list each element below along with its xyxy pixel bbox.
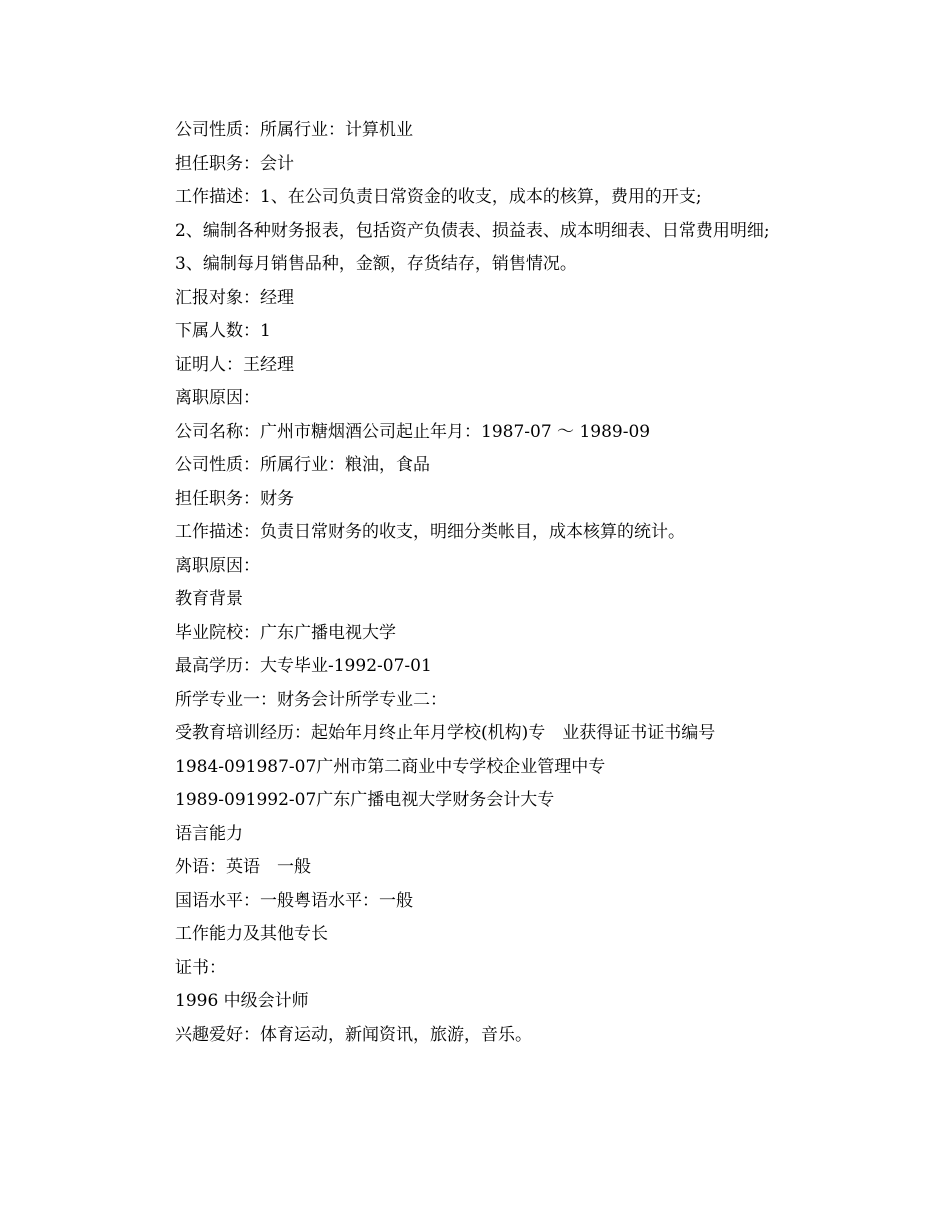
text-line: 公司性质：所属行业：粮油，食品 [175,455,430,475]
text-line: 国语水平：一般粤语水平：一般 [175,890,413,911]
section-heading: 教育背景 [175,589,243,609]
section-heading: 语言能力 [175,823,243,844]
text-line: 担任职务：会计 [175,153,294,174]
text-line: 毕业院校：广东广播电视大学 [175,622,396,643]
text-line: 1984-091987-07广州市第二商业中专学校企业管理中专 [175,756,606,777]
text-line: 外语：英语 一般 [175,857,311,877]
text-line: 工作描述：负责日常财务的收支，明细分类帐目，成本核算的统计。 [175,522,685,542]
text-line: 最高学历：大专毕业-1992-07-01 [175,656,432,676]
document-body [140,114,820,1052]
text-line: 证明人：王经理 [175,354,294,375]
text-line: 公司性质：所属行业：计算机业 [175,120,413,140]
text-line: 公司名称：广州市糖烟酒公司起止年月：1987-07 ～ 1989-09 [175,421,651,442]
text-line: 离职原因： [175,388,260,408]
text-line: 担任职务：财务 [175,488,294,509]
section-heading: 工作能力及其他专长 [175,924,328,944]
text-line: 证书： [175,957,226,978]
text-line: 下属人数：1 [175,321,271,341]
text-line: 受教育培训经历：起始年月终止年月学校(机构)专 业获得证书证书编号 [175,723,716,743]
text-line: 离职原因： [175,555,260,576]
text-line: 兴趣爱好：体育运动，新闻资讯，旅游，音乐。 [175,1024,532,1045]
text-line: 1989-091992-07广东广播电视大学财务会计大专 [175,790,555,810]
text-line: 3、编制每月销售品种，金额，存货结存，销售情况。 [175,254,577,274]
text-line: 所学专业一：财务会计所学专业二： [175,689,447,710]
text-line: 1996 中级会计师 [175,991,309,1011]
text-line: 汇报对象：经理 [175,287,294,308]
text-line: 工作描述：1、在公司负责日常资金的收支，成本的核算，费用的开支; [175,187,702,207]
text-line: 2、编制各种财务报表，包括资产负债表、损益表、成本明细表、日常费用明细; [175,220,770,241]
